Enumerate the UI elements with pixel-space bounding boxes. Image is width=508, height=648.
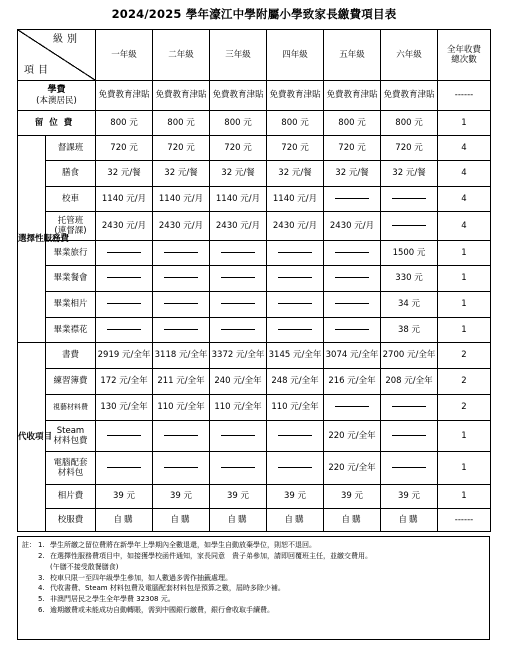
collection-cell: 自購 — [153, 509, 210, 532]
tuition-cell: 免費教育津貼 — [267, 81, 324, 111]
service-cell-empty — [96, 318, 153, 343]
page-title: 2024/2025 學年濠江中學附屬小學致家長繳費項目表 — [111, 7, 397, 21]
service-cell-empty — [324, 187, 381, 212]
collection-cell: 39 元 — [96, 485, 153, 509]
fee-table — [17, 29, 491, 532]
service-count: 4 — [438, 136, 491, 161]
service-label: 膳食 — [46, 161, 96, 187]
empty-dash — [335, 277, 369, 278]
service-cell: 720 元 — [153, 136, 210, 161]
collection-cell: 自購 — [381, 509, 438, 532]
empty-dash — [221, 303, 255, 304]
empty-dash — [164, 277, 198, 278]
collection-cell: 3372 元/全年 — [210, 343, 267, 369]
collection-row — [18, 452, 491, 485]
service-row — [18, 241, 491, 266]
service-cell-empty — [153, 241, 210, 266]
collection-cell-empty — [96, 452, 153, 485]
service-row — [18, 187, 491, 212]
empty-dash — [335, 252, 369, 253]
empty-dash — [107, 252, 141, 253]
grade-header-6: 六年級 — [381, 30, 438, 81]
tuition-cell: 免費教育津貼 — [210, 81, 267, 111]
empty-dash — [164, 467, 198, 468]
note-line — [22, 573, 485, 584]
collection-count: 1 — [438, 485, 491, 509]
collection-label: 校服費 — [46, 509, 96, 532]
service-cell-empty — [96, 241, 153, 266]
notes-lead: 註： — [22, 541, 36, 549]
service-count: 1 — [438, 241, 491, 266]
service-cell: 2430 元/月 — [210, 212, 267, 241]
collection-count: 2 — [438, 343, 491, 369]
service-label: 校車 — [46, 187, 96, 212]
empty-dash — [392, 406, 426, 407]
corner-grade-label: 級別 — [53, 34, 81, 45]
collection-count: 2 — [438, 369, 491, 395]
place-fee-cell: 800 元 — [96, 111, 153, 136]
place-fee-count: 1 — [438, 111, 491, 136]
collection-cell: 211 元/全年 — [153, 369, 210, 395]
service-row — [18, 318, 491, 343]
empty-dash — [335, 198, 369, 199]
collection-cell-empty — [153, 452, 210, 485]
grade-header-5: 五年級 — [324, 30, 381, 81]
empty-dash — [221, 329, 255, 330]
tuition-cell: 免費教育津貼 — [381, 81, 438, 111]
note-text: 在選擇性服務費項目中，如接獲學校函件通知，家長同意 貴子弟參加，請即回覆班主任，並繳交費用。 — [50, 551, 372, 560]
service-cell-empty — [381, 212, 438, 241]
note-text: 校車只限一至四年級學生參加，如人數過多需作抽籤處理。 — [50, 573, 232, 582]
collection-cell: 39 元 — [381, 485, 438, 509]
service-cell: 32 元/餐 — [381, 161, 438, 187]
collection-cell: 130 元/全年 — [96, 395, 153, 421]
service-cell: 32 元/餐 — [267, 161, 324, 187]
note-number: 4. — [38, 584, 45, 593]
service-count: 4 — [438, 187, 491, 212]
collection-cell: 110 元/全年 — [267, 395, 324, 421]
collection-label — [46, 452, 96, 485]
place-fee-cell: 800 元 — [267, 111, 324, 136]
collection-label-line1: 電腦配套 — [53, 457, 88, 468]
collection-cell: 220 元/全年 — [324, 452, 381, 485]
service-cell-empty — [381, 187, 438, 212]
collection-cell: 39 元 — [324, 485, 381, 509]
service-cell: 2430 元/月 — [153, 212, 210, 241]
total-count-header — [438, 30, 491, 81]
services-category: 選擇性服務費 — [18, 136, 46, 343]
collection-cell: 2919 元/全年 — [96, 343, 153, 369]
service-row — [18, 161, 491, 187]
service-cell: 32 元/餐 — [153, 161, 210, 187]
service-count: 4 — [438, 212, 491, 241]
collection-label: 練習簿費 — [46, 369, 96, 395]
service-cell: 32 元/餐 — [96, 161, 153, 187]
collection-cell: 2700 元/全年 — [381, 343, 438, 369]
empty-dash — [335, 303, 369, 304]
collection-row — [18, 421, 491, 452]
empty-dash — [335, 406, 369, 407]
collection-row — [18, 485, 491, 509]
corner-item-label: 項目 — [24, 65, 52, 76]
place-fee-cell: 800 元 — [381, 111, 438, 136]
empty-dash — [164, 329, 198, 330]
service-cell-empty — [267, 241, 324, 266]
empty-dash — [164, 252, 198, 253]
empty-dash — [392, 225, 426, 226]
empty-dash — [392, 467, 426, 468]
empty-dash — [221, 435, 255, 436]
note-line — [22, 551, 485, 562]
empty-dash — [221, 277, 255, 278]
collection-cell: 39 元 — [210, 485, 267, 509]
note-line — [22, 605, 485, 616]
service-cell: 720 元 — [267, 136, 324, 161]
service-label-line1: 托管班 — [57, 215, 84, 226]
empty-dash — [278, 252, 312, 253]
collection-cell: 110 元/全年 — [210, 395, 267, 421]
service-cell-empty — [267, 266, 324, 292]
note-line — [22, 594, 485, 605]
grade-header-2: 二年級 — [153, 30, 210, 81]
service-count: 1 — [438, 318, 491, 343]
place-fee-label: 留位費 — [18, 111, 96, 136]
collection-cell: 自購 — [267, 509, 324, 532]
collection-cell-empty — [153, 421, 210, 452]
notes-box — [17, 536, 490, 640]
grade-header-3: 三年級 — [210, 30, 267, 81]
place-fee-row — [18, 111, 491, 136]
collection-cell: 110 元/全年 — [153, 395, 210, 421]
empty-dash — [278, 303, 312, 304]
service-cell-empty — [210, 318, 267, 343]
collection-cell-empty — [210, 421, 267, 452]
empty-dash — [164, 435, 198, 436]
service-cell: 2430 元/月 — [96, 212, 153, 241]
service-cell-empty — [153, 266, 210, 292]
service-label: 畢業餐會 — [46, 266, 96, 292]
collection-cell: 自購 — [210, 509, 267, 532]
place-fee-cell: 800 元 — [153, 111, 210, 136]
empty-dash — [392, 198, 426, 199]
collection-label: 書費 — [46, 343, 96, 369]
collection-label — [46, 421, 96, 452]
collection-cell: 240 元/全年 — [210, 369, 267, 395]
empty-dash — [278, 435, 312, 436]
collection-cell: 39 元 — [153, 485, 210, 509]
service-cell-empty — [324, 318, 381, 343]
service-label: 畢業相片 — [46, 292, 96, 318]
grade-header-1: 一年級 — [96, 30, 153, 81]
tuition-row — [18, 81, 491, 111]
service-label: 督課班 — [46, 136, 96, 161]
place-fee-cell: 800 元 — [324, 111, 381, 136]
collection-cell-empty — [381, 421, 438, 452]
collection-label-line2: 材料包 — [57, 468, 84, 478]
collection-row — [18, 509, 491, 532]
collection-count: 1 — [438, 421, 491, 452]
service-cell-empty — [267, 318, 324, 343]
collection-label-line2: 材料包費 — [53, 436, 88, 446]
service-cell: 32 元/餐 — [324, 161, 381, 187]
note-number: 1. — [38, 541, 45, 549]
collection-cell-empty — [267, 421, 324, 452]
service-row — [18, 292, 491, 318]
service-count: 4 — [438, 161, 491, 187]
service-cell: 32 元/餐 — [210, 161, 267, 187]
collection-label: 視藝材料費 — [46, 395, 96, 421]
note-text: 代收書費、Steam 材料包費及電腦配套材料包是預算之數，屆時多除少補。 — [50, 584, 285, 593]
note-text: 逾期繳費或未能成功自動轉賬，需到中國銀行繳費，銀行會收取手續費。 — [50, 606, 274, 615]
header-corner-cell — [18, 30, 96, 81]
collection-count: 2 — [438, 395, 491, 421]
collection-cell: 3074 元/全年 — [324, 343, 381, 369]
note-line — [22, 540, 485, 551]
collection-label-line1: Steam — [56, 425, 85, 436]
collection-cell: 自購 — [96, 509, 153, 532]
collection-cell-empty — [324, 395, 381, 421]
service-cell-empty — [210, 241, 267, 266]
service-cell-empty — [96, 292, 153, 318]
empty-dash — [392, 435, 426, 436]
collection-cell: 172 元/全年 — [96, 369, 153, 395]
collection-cell-empty — [210, 452, 267, 485]
note-line — [22, 583, 485, 594]
note-number: 3. — [38, 573, 45, 582]
service-cell-empty — [153, 318, 210, 343]
collection-count: 1 — [438, 452, 491, 485]
service-cell: 720 元 — [96, 136, 153, 161]
collection-cell: 216 元/全年 — [324, 369, 381, 395]
service-cell-empty — [96, 266, 153, 292]
collection-cell-empty — [96, 421, 153, 452]
note-text: (午膳不接受散餐膳食) — [50, 562, 119, 571]
empty-dash — [221, 252, 255, 253]
service-cell: 720 元 — [381, 136, 438, 161]
collection-row — [18, 343, 491, 369]
collection-count: ------ — [438, 509, 491, 532]
collection-cell: 220 元/全年 — [324, 421, 381, 452]
note-number — [38, 562, 50, 573]
service-label: 畢業襟花 — [46, 318, 96, 343]
service-cell-empty — [324, 266, 381, 292]
service-cell-empty — [324, 241, 381, 266]
empty-dash — [335, 329, 369, 330]
grade-header-4: 四年級 — [267, 30, 324, 81]
collection-category: 代收項目 — [18, 343, 46, 532]
tuition-label-line2: (本澳居民) — [36, 95, 77, 106]
service-row — [18, 136, 491, 161]
empty-dash — [278, 329, 312, 330]
tuition-label — [18, 81, 96, 111]
service-cell: 1140 元/月 — [153, 187, 210, 212]
service-cell-empty — [267, 292, 324, 318]
tuition-cell: 免費教育津貼 — [324, 81, 381, 111]
service-cell-empty — [153, 292, 210, 318]
note-line — [22, 562, 485, 573]
place-fee-cell: 800 元 — [210, 111, 267, 136]
service-cell: 720 元 — [324, 136, 381, 161]
service-cell-empty — [324, 292, 381, 318]
note-text: 學生所繳之留位費將在新學年上學期內全數退還，如學生自動放棄學位，則恕不退回。 — [50, 541, 316, 549]
service-cell: 1140 元/月 — [267, 187, 324, 212]
collection-cell: 自購 — [324, 509, 381, 532]
service-cell: 34 元 — [381, 292, 438, 318]
note-number: 2. — [38, 551, 45, 560]
collection-row — [18, 395, 491, 421]
service-cell-empty — [210, 292, 267, 318]
service-count: 1 — [438, 266, 491, 292]
tuition-count: ------ — [438, 81, 491, 111]
collection-cell: 208 元/全年 — [381, 369, 438, 395]
collection-label: 相片費 — [46, 485, 96, 509]
total-count-header-line1: 全年收費 — [446, 44, 481, 55]
service-label-line2: (連督課) — [54, 226, 87, 236]
note-text: 非澳門居民之學生全年學費 32308 元。 — [50, 595, 175, 604]
collection-cell: 3145 元/全年 — [267, 343, 324, 369]
service-cell-empty — [210, 266, 267, 292]
empty-dash — [278, 467, 312, 468]
empty-dash — [107, 277, 141, 278]
service-row — [18, 266, 491, 292]
empty-dash — [278, 277, 312, 278]
tuition-label-line1: 學費 — [47, 85, 66, 95]
empty-dash — [164, 303, 198, 304]
collection-cell-empty — [381, 452, 438, 485]
collection-cell: 248 元/全年 — [267, 369, 324, 395]
total-count-header-line2: 總次數 — [451, 55, 477, 65]
collection-cell: 39 元 — [267, 485, 324, 509]
tuition-cell: 免費教育津貼 — [153, 81, 210, 111]
service-cell: 2430 元/月 — [324, 212, 381, 241]
tuition-cell: 免費教育津貼 — [96, 81, 153, 111]
service-cell: 720 元 — [210, 136, 267, 161]
empty-dash — [221, 467, 255, 468]
empty-dash — [107, 435, 141, 436]
note-number: 6. — [38, 606, 45, 615]
service-cell: 38 元 — [381, 318, 438, 343]
empty-dash — [107, 329, 141, 330]
empty-dash — [107, 467, 141, 468]
collection-cell: 3118 元/全年 — [153, 343, 210, 369]
service-cell: 2430 元/月 — [267, 212, 324, 241]
collection-cell-empty — [267, 452, 324, 485]
header-row — [18, 30, 491, 81]
service-count: 1 — [438, 292, 491, 318]
service-cell: 330 元 — [381, 266, 438, 292]
service-row — [18, 212, 491, 241]
service-cell: 1140 元/月 — [210, 187, 267, 212]
collection-cell-empty — [381, 395, 438, 421]
empty-dash — [107, 303, 141, 304]
collection-row — [18, 369, 491, 395]
note-number: 5. — [38, 595, 45, 604]
service-label: 畢業旅行 — [46, 241, 96, 266]
service-cell: 1500 元 — [381, 241, 438, 266]
service-cell: 1140 元/月 — [96, 187, 153, 212]
